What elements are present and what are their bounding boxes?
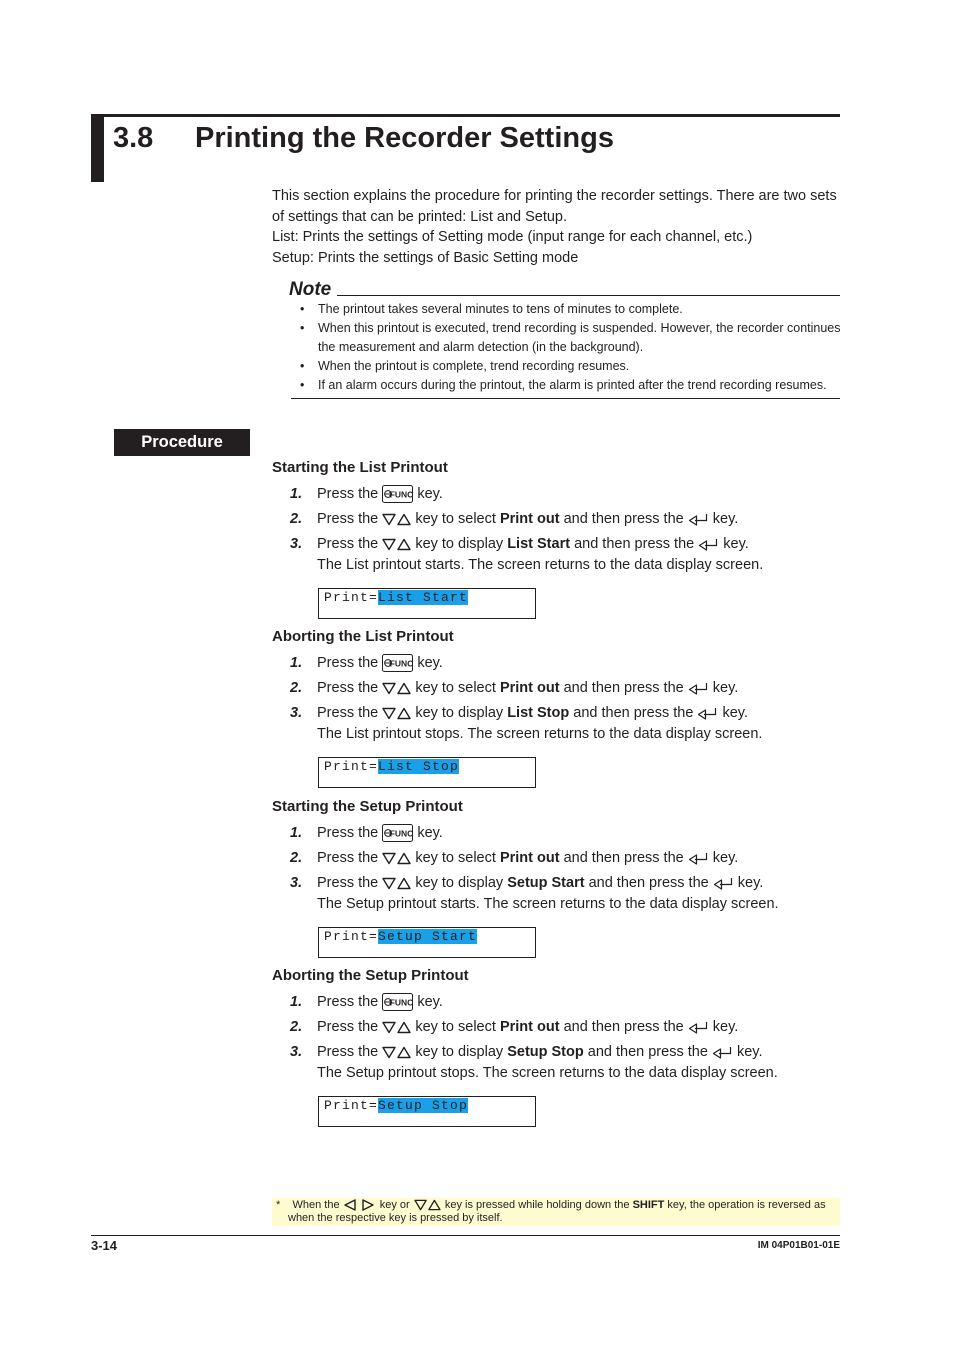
- procedure-label: Procedure: [114, 429, 250, 456]
- footnote-text-line2: when the respective key is pressed by itself.: [288, 1212, 503, 1224]
- footer-rule: [91, 1235, 840, 1236]
- footnote-shift-key: SHIFT: [632, 1199, 665, 1211]
- step-text: key.: [712, 850, 739, 866]
- lcd-highlighted-value: Setup Start: [378, 929, 478, 944]
- step-keyword: Setup Start: [507, 875, 585, 891]
- step-number: 1.: [290, 994, 303, 1010]
- step-text: key.: [417, 486, 443, 502]
- footnote-marker: *: [276, 1199, 281, 1211]
- procedure-step: [290, 1042, 762, 1062]
- step-text: Press the: [317, 705, 379, 721]
- left-right-arrow-keys-icon: [343, 1199, 377, 1211]
- down-up-arrow-keys-icon: [382, 707, 411, 720]
- step-text: key to display: [415, 536, 504, 552]
- lcd-text: [324, 759, 459, 774]
- step-number: 1.: [290, 825, 303, 841]
- lcd-prefix: Print=: [324, 1098, 379, 1113]
- func-key-icon: [382, 824, 413, 842]
- step-text: Press the: [317, 994, 379, 1010]
- down-up-arrow-keys-icon: [382, 538, 411, 551]
- lcd-highlighted-value: List Start: [378, 590, 469, 605]
- step-keyword: Print out: [499, 850, 560, 866]
- note-list: [296, 300, 846, 395]
- step-text: key to select: [415, 511, 496, 527]
- down-up-arrow-keys-icon: [382, 852, 411, 865]
- step-text: key.: [417, 994, 443, 1010]
- subsection-heading: Aborting the List Printout: [272, 628, 454, 645]
- step-text: Press the: [317, 536, 379, 552]
- step-text: Press the: [317, 680, 379, 696]
- procedure-step: [290, 678, 738, 698]
- step-text: key.: [417, 655, 443, 671]
- step-number: 3.: [290, 875, 303, 891]
- bullet: •: [300, 321, 305, 335]
- step-text: and then press the: [573, 705, 694, 721]
- lcd-prefix: Print=: [324, 590, 379, 605]
- note-rule-bottom: [291, 398, 840, 399]
- footnote: [276, 1199, 836, 1225]
- procedure-step: [290, 992, 443, 1012]
- step-text: Press the: [317, 825, 379, 841]
- lcd-highlighted-value: Setup Stop: [378, 1098, 469, 1113]
- procedure-step: [290, 848, 738, 868]
- step-text: and then press the: [574, 536, 695, 552]
- bullet: •: [300, 359, 305, 373]
- step-keyword: Print out: [499, 680, 560, 696]
- step-text: Press the: [317, 511, 379, 527]
- step-text: key.: [712, 1019, 739, 1035]
- procedure-step: [290, 823, 443, 843]
- footnote-text-2: key or: [379, 1199, 410, 1211]
- down-up-arrow-keys-icon: [382, 682, 411, 695]
- footnote-text-1: When the: [292, 1199, 340, 1211]
- enter-key-icon: [712, 1046, 733, 1059]
- step-text: Press the: [317, 486, 379, 502]
- step-text: and then press the: [563, 1019, 684, 1035]
- enter-key-icon: [688, 513, 709, 526]
- step-number: 3.: [290, 536, 303, 552]
- svg-text:FUNC: FUNC: [389, 489, 414, 500]
- step-text: key.: [712, 511, 739, 527]
- step-text: key.: [712, 680, 739, 696]
- note-item: [296, 300, 846, 319]
- step-text: key to select: [415, 850, 496, 866]
- lcd-display: [318, 927, 536, 958]
- step-result: The Setup printout stops. The screen returns to the data display screen.: [317, 1065, 778, 1081]
- step-keyword: List Stop: [507, 705, 570, 721]
- step-keyword: Print out: [499, 511, 560, 527]
- note-item-text: When the printout is complete, trend recording resumes.: [318, 359, 630, 373]
- document-id: IM 04P01B01-01E: [757, 1240, 840, 1251]
- step-number: 2.: [290, 850, 303, 866]
- note-item-text: If an alarm occurs during the printout, the alarm is printed after the trend recording resumes.: [318, 378, 827, 392]
- bullet: •: [300, 302, 305, 316]
- step-text: key.: [736, 1044, 763, 1060]
- step-text: Press the: [317, 1019, 379, 1035]
- step-result: The Setup printout starts. The screen returns to the data display screen.: [317, 896, 779, 912]
- lcd-text: [324, 590, 468, 605]
- footnote-text-4: key, the operation is reversed as: [667, 1199, 826, 1211]
- step-text: key.: [723, 536, 749, 552]
- lcd-text: [324, 929, 477, 944]
- step-text: Press the: [317, 850, 379, 866]
- func-key-icon: [382, 485, 413, 503]
- intro-list-line: List: Prints the settings of Setting mode (input range for each channel, etc.): [272, 229, 753, 246]
- step-keyword: Print out: [499, 1019, 560, 1035]
- step-text: and then press the: [563, 850, 684, 866]
- procedure-step: [290, 703, 748, 723]
- section-title-bar: [91, 114, 104, 182]
- svg-text:FUNC: FUNC: [389, 658, 414, 669]
- step-text: Press the: [317, 875, 379, 891]
- step-text: key to display: [415, 1044, 504, 1060]
- step-number: 2.: [290, 511, 303, 527]
- intro-text: [272, 186, 842, 269]
- lcd-display: [318, 757, 536, 788]
- down-up-arrow-keys-icon: [382, 1046, 411, 1059]
- subsection-heading: Starting the Setup Printout: [272, 798, 463, 815]
- step-text: key to display: [415, 875, 504, 891]
- step-keyword: Setup Stop: [507, 1044, 584, 1060]
- step-text: Press the: [317, 1044, 379, 1060]
- lcd-prefix: Print=: [324, 929, 379, 944]
- step-text: and then press the: [563, 511, 684, 527]
- lcd-prefix: Print=: [324, 759, 379, 774]
- enter-key-icon: [688, 852, 709, 865]
- procedure-step: [290, 873, 763, 893]
- step-text: and then press the: [587, 1044, 708, 1060]
- section-title-rule: [104, 114, 840, 117]
- lcd-display: [318, 588, 536, 619]
- func-key-icon: [382, 993, 413, 1011]
- note-item: [296, 319, 846, 357]
- step-number: 1.: [290, 486, 303, 502]
- step-keyword: List Start: [507, 536, 571, 552]
- lcd-text: [324, 1098, 468, 1113]
- down-up-arrow-keys-icon: [382, 1021, 411, 1034]
- intro-paragraph: This section explains the procedure for printing the recorder settings. There are two sets of settings that can be printed: List and Setup.: [272, 188, 837, 225]
- note-item-text: The printout takes several minutes to tens of minutes to complete.: [318, 302, 683, 316]
- section-number: 3.8: [113, 122, 154, 154]
- note-heading: Note: [289, 279, 332, 300]
- procedure-step: [290, 509, 738, 529]
- page-number: 3-14: [91, 1238, 118, 1253]
- enter-key-icon: [688, 1021, 709, 1034]
- subsection-heading: Starting the List Printout: [272, 459, 448, 476]
- func-key-icon: [382, 654, 413, 672]
- step-number: 3.: [290, 1044, 303, 1060]
- step-text: key.: [417, 825, 443, 841]
- step-text: and then press the: [563, 680, 684, 696]
- procedure-step: [290, 534, 749, 554]
- step-text: Press the: [317, 655, 379, 671]
- step-text: and then press the: [588, 875, 709, 891]
- procedure-step: [290, 653, 443, 673]
- step-number: 3.: [290, 705, 303, 721]
- down-up-arrow-keys-icon: [382, 513, 411, 526]
- note-item-text: When this printout is executed, trend recording is suspended. However, the recorder continues the measurement and alarm detection (in the background).: [318, 321, 841, 354]
- section-title: Printing the Recorder Settings: [195, 122, 614, 154]
- step-text: key to display: [415, 705, 504, 721]
- note-item: [296, 376, 846, 395]
- subsection-heading: Aborting the Setup Printout: [272, 967, 469, 984]
- step-number: 2.: [290, 1019, 303, 1035]
- step-text: key to select: [415, 1019, 496, 1035]
- step-number: 2.: [290, 680, 303, 696]
- procedure-step: [290, 1017, 738, 1037]
- enter-key-icon: [713, 877, 734, 890]
- down-up-arrow-keys-icon: [382, 877, 411, 890]
- step-result: The List printout starts. The screen returns to the data display screen.: [317, 557, 764, 573]
- step-text: key to select: [415, 680, 496, 696]
- lcd-display: [318, 1096, 536, 1127]
- enter-key-icon: [688, 682, 709, 695]
- step-number: 1.: [290, 655, 303, 671]
- enter-key-icon: [697, 707, 718, 720]
- procedure-step: [290, 484, 443, 504]
- bullet: •: [300, 378, 305, 392]
- lcd-highlighted-value: List Stop: [378, 759, 460, 774]
- intro-setup-line: Setup: Prints the settings of Basic Setting mode: [272, 250, 579, 267]
- step-result: The List printout stops. The screen returns to the data display screen.: [317, 726, 763, 742]
- footnote-text-3: key is pressed while holding down the: [444, 1199, 630, 1211]
- svg-text:FUNC: FUNC: [389, 828, 414, 839]
- step-text: key.: [737, 875, 764, 891]
- step-text: key.: [722, 705, 748, 721]
- down-up-arrow-keys-icon: [413, 1199, 442, 1211]
- note-item: [296, 357, 846, 376]
- note-rule-top: [337, 295, 840, 296]
- enter-key-icon: [698, 538, 719, 551]
- svg-text:FUNC: FUNC: [389, 997, 414, 1008]
